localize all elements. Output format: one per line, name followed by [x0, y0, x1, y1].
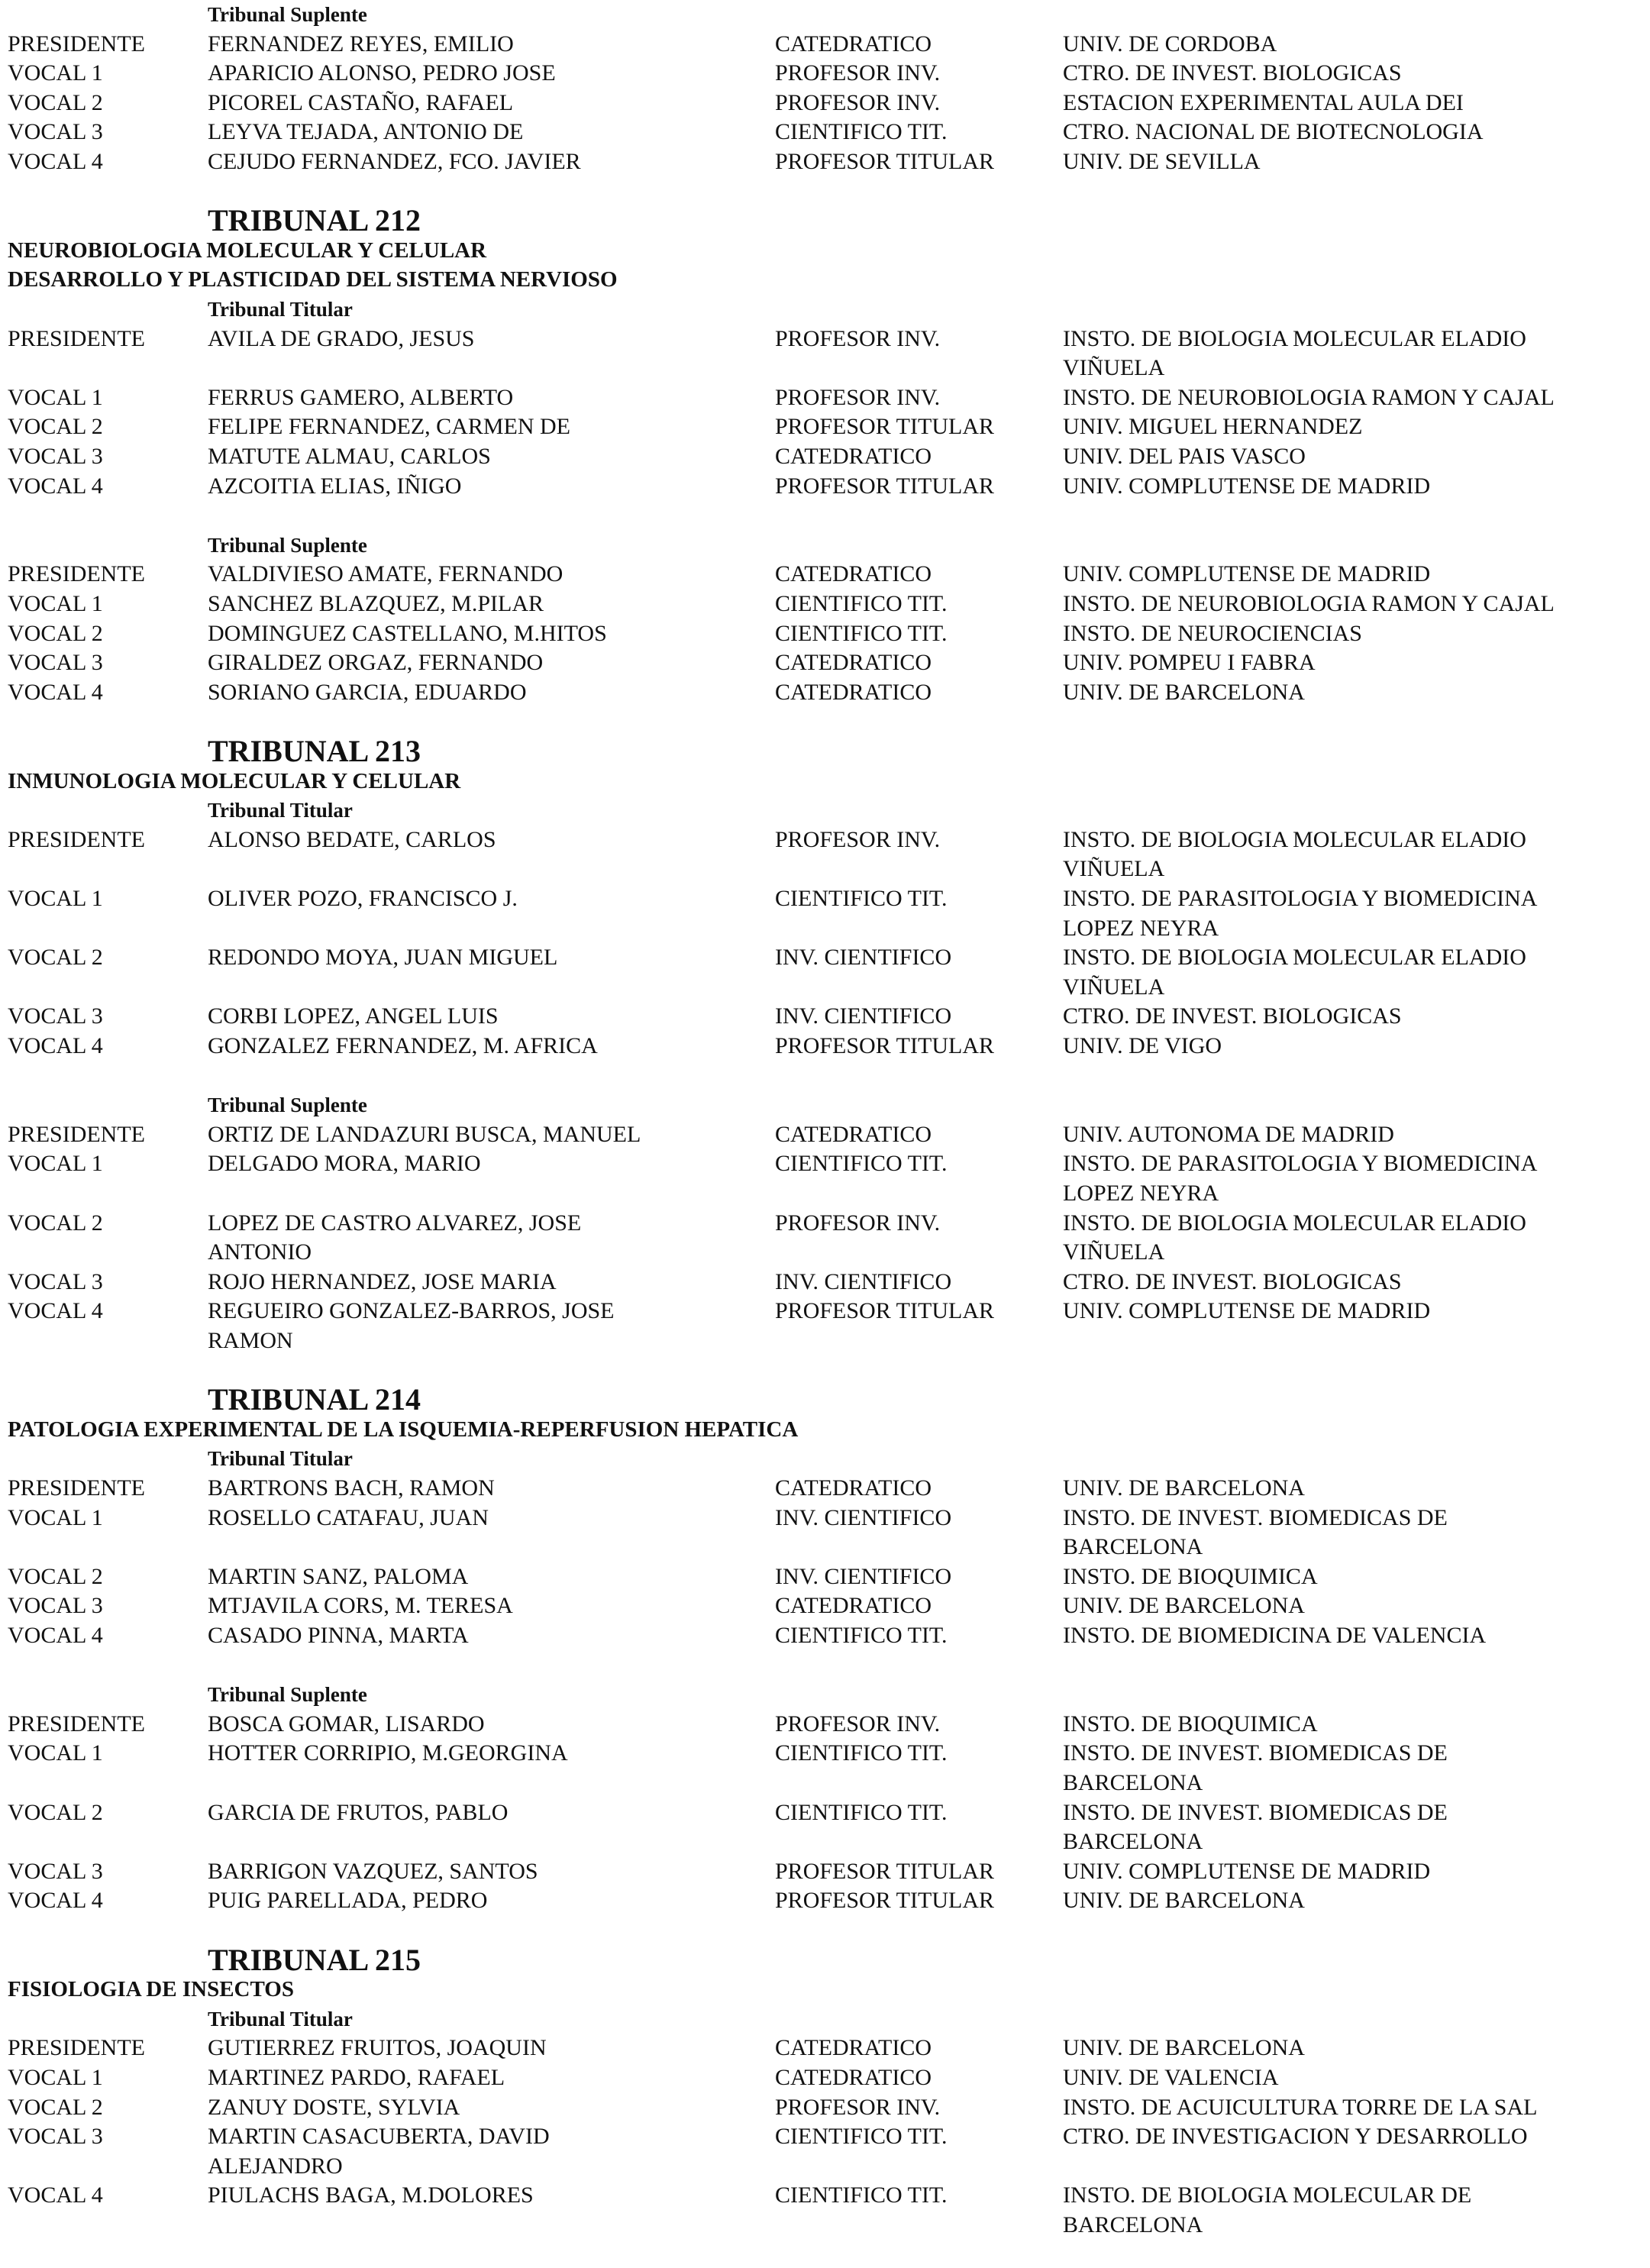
- member-name: PIULACHS BAGA, M.DOLORES: [208, 2182, 534, 2208]
- member-name: FERNANDEZ REYES, EMILIO: [208, 31, 514, 57]
- member-role: VOCAL 3: [8, 1003, 103, 1029]
- member-institution: INSTO. DE NEUROCIENCIAS: [1063, 620, 1362, 646]
- member-institution: VIÑUELA: [1063, 355, 1165, 381]
- member-role: VOCAL 1: [8, 1151, 103, 1177]
- member-name: SANCHEZ BLAZQUEZ, M.PILAR: [208, 591, 544, 616]
- member-institution: UNIV. MIGUEL HERNANDEZ: [1063, 414, 1363, 440]
- member-role: VOCAL 4: [8, 149, 103, 174]
- member-row: [0, 1591, 1650, 1620]
- member-row: [0, 2211, 1650, 2240]
- member-institution: UNIV. COMPLUTENSE DE MADRID: [1063, 473, 1431, 499]
- member-role: VOCAL 2: [8, 1563, 103, 1589]
- member-name: PUIG PARELLADA, PEDRO: [208, 1888, 488, 1914]
- member-institution: CTRO. NACIONAL DE BIOTECNOLOGIA: [1063, 119, 1484, 145]
- member-name: VALDIVIESO AMATE, FERNANDO: [208, 561, 563, 587]
- member-institution: INSTO. DE INVEST. BIOMEDICAS DE: [1063, 1740, 1448, 1766]
- tribunal-subject: NEUROBIOLOGIA MOLECULAR Y CELULAR: [8, 237, 487, 263]
- member-institution: UNIV. DE SEVILLA: [1063, 149, 1261, 174]
- member-role: VOCAL 2: [8, 1799, 103, 1825]
- member-role: PRESIDENTE: [8, 31, 145, 57]
- member-row: [0, 89, 1650, 118]
- member-institution: UNIV. COMPLUTENSE DE MADRID: [1063, 561, 1431, 587]
- tribunal-type-label: Tribunal Suplente: [208, 1094, 367, 1117]
- member-name: DELGADO MORA, MARIO: [208, 1151, 481, 1177]
- member-name: ORTIZ DE LANDAZURI BUSCA, MANUEL: [208, 1121, 641, 1147]
- member-institution: VIÑUELA: [1063, 856, 1165, 882]
- tribunal-type-label-line: [0, 796, 1650, 825]
- member-role: VOCAL 3: [8, 1268, 103, 1294]
- member-name: FERRUS GAMERO, ALBERTO: [208, 384, 514, 410]
- member-category: PROFESOR INV.: [775, 60, 941, 86]
- member-row: [0, 2152, 1650, 2181]
- member-row: [0, 1474, 1650, 1503]
- member-category: PROFESOR TITULAR: [775, 1298, 994, 1324]
- member-row: [0, 1769, 1650, 1798]
- member-name: MATUTE ALMAU, CARLOS: [208, 444, 491, 469]
- member-row: [0, 678, 1650, 707]
- member-name: CASADO PINNA, MARTA: [208, 1623, 469, 1648]
- member-role: VOCAL 2: [8, 620, 103, 646]
- tribunal-title: TRIBUNAL 214: [208, 1382, 421, 1417]
- member-category: CIENTIFICO TIT.: [775, 2182, 948, 2208]
- tribunal-subject: FISIOLOGIA DE INSECTOS: [8, 1977, 294, 2002]
- member-name: BARTRONS BACH, RAMON: [208, 1475, 495, 1501]
- tribunal-type-label: Tribunal Titular: [208, 799, 353, 822]
- member-institution: LOPEZ NEYRA: [1063, 915, 1219, 941]
- member-row: [0, 325, 1650, 354]
- member-row: [0, 2122, 1650, 2151]
- member-category: PROFESOR INV.: [775, 2094, 941, 2120]
- member-institution: UNIV. COMPLUTENSE DE MADRID: [1063, 1298, 1431, 1324]
- member-role: VOCAL 2: [8, 414, 103, 440]
- member-institution: INSTO. DE BIOLOGIA MOLECULAR ELADIO: [1063, 325, 1526, 351]
- member-row: [0, 147, 1650, 176]
- member-name: LOPEZ DE CASTRO ALVAREZ, JOSE: [208, 1210, 582, 1236]
- member-name: ROSELLO CATAFAU, JUAN: [208, 1504, 489, 1530]
- member-category: PROFESOR INV.: [775, 1711, 941, 1737]
- member-institution: INSTO. DE BIOMEDICINA DE VALENCIA: [1063, 1623, 1487, 1648]
- member-institution: ESTACION EXPERIMENTAL AULA DEI: [1063, 89, 1464, 115]
- member-row: [0, 590, 1650, 619]
- member-institution: INSTO. DE PARASITOLOGIA Y BIOMEDICINA: [1063, 1151, 1538, 1177]
- member-institution: INSTO. DE BIOQUIMICA: [1063, 1563, 1318, 1589]
- member-name: MARTINEZ PARDO, RAFAEL: [208, 2065, 505, 2090]
- tribunal-subject-line: [0, 1975, 1650, 2004]
- member-category: PROFESOR INV.: [775, 826, 941, 852]
- member-role: VOCAL 3: [8, 1593, 103, 1619]
- member-row: [0, 914, 1650, 943]
- member-role: VOCAL 4: [8, 1033, 103, 1058]
- tribunal-type-label-line: [0, 0, 1650, 29]
- member-category: CATEDRATICO: [775, 561, 932, 587]
- member-row: [0, 1149, 1650, 1178]
- member-row: [0, 1209, 1650, 1238]
- member-role: VOCAL 1: [8, 591, 103, 616]
- member-category: PROFESOR INV.: [775, 1210, 941, 1236]
- tribunal-type-label: Tribunal Suplente: [208, 3, 367, 26]
- member-row: [0, 1710, 1650, 1739]
- tribunal-title-line: [0, 203, 1650, 238]
- blank-line: [0, 1356, 1650, 1385]
- member-institution: INSTO. DE INVEST. BIOMEDICAS DE: [1063, 1504, 1448, 1530]
- tribunal-type-label-line: [0, 2005, 1650, 2034]
- member-role: VOCAL 3: [8, 1858, 103, 1884]
- tribunal-type-label-line: [0, 531, 1650, 560]
- member-institution: INSTO. DE BIOQUIMICA: [1063, 1711, 1318, 1737]
- member-name: GIRALDEZ ORGAZ, FERNANDO: [208, 650, 544, 676]
- blank-line: [0, 707, 1650, 736]
- member-name: GARCIA DE FRUTOS, PABLO: [208, 1799, 509, 1825]
- member-name: REGUEIRO GONZALEZ-BARROS, JOSE: [208, 1298, 615, 1324]
- member-row: [0, 2181, 1650, 2210]
- blank-line: [0, 177, 1650, 206]
- member-category: CIENTIFICO TIT.: [775, 591, 948, 616]
- tribunal-title: TRIBUNAL 212: [208, 203, 421, 238]
- member-role: PRESIDENTE: [8, 2035, 145, 2061]
- blank-line: [0, 1061, 1650, 1090]
- member-row: [0, 59, 1650, 88]
- member-role: PRESIDENTE: [8, 1711, 145, 1737]
- member-role: VOCAL 1: [8, 2065, 103, 2090]
- member-institution: VIÑUELA: [1063, 974, 1165, 1000]
- member-category: CIENTIFICO TIT.: [775, 1799, 948, 1825]
- member-category: PROFESOR TITULAR: [775, 1858, 994, 1884]
- tribunal-title-line: [0, 734, 1650, 768]
- tribunal-type-label: Tribunal Titular: [208, 298, 353, 321]
- member-category: CIENTIFICO TIT.: [775, 886, 948, 911]
- member-name: RAMON: [208, 1328, 293, 1353]
- member-category: CIENTIFICO TIT.: [775, 119, 948, 145]
- member-row: [0, 1268, 1650, 1297]
- tribunal-type-label: Tribunal Suplente: [208, 1683, 367, 1707]
- member-institution: INSTO. DE BIOLOGIA MOLECULAR ELADIO: [1063, 945, 1526, 971]
- member-institution: CTRO. DE INVESTIGACION Y DESARROLLO: [1063, 2124, 1528, 2150]
- member-institution: UNIV. DE BARCELONA: [1063, 1593, 1305, 1619]
- member-category: CATEDRATICO: [775, 679, 932, 705]
- member-institution: UNIV. DE VALENCIA: [1063, 2065, 1279, 2090]
- member-row: [0, 2093, 1650, 2122]
- blank-line: [0, 1916, 1650, 1945]
- member-name: AZCOITIA ELIAS, IÑIGO: [208, 473, 462, 499]
- member-category: CATEDRATICO: [775, 2065, 932, 2090]
- member-role: VOCAL 3: [8, 2124, 103, 2150]
- member-name: HOTTER CORRIPIO, M.GEORGINA: [208, 1740, 568, 1766]
- member-role: VOCAL 4: [8, 473, 103, 499]
- member-institution: UNIV. AUTONOMA DE MADRID: [1063, 1121, 1394, 1147]
- member-name: MTJAVILA CORS, M. TERESA: [208, 1593, 513, 1619]
- tribunal-type-label-line: [0, 1090, 1650, 1119]
- member-institution: BARCELONA: [1063, 1534, 1203, 1560]
- member-role: VOCAL 2: [8, 945, 103, 971]
- member-category: CATEDRATICO: [775, 444, 932, 469]
- member-name: ROJO HERNANDEZ, JOSE MARIA: [208, 1268, 557, 1294]
- member-institution: UNIV. DE BARCELONA: [1063, 1888, 1305, 1914]
- member-row: [0, 1238, 1650, 1267]
- member-name: SORIANO GARCIA, EDUARDO: [208, 679, 527, 705]
- member-institution: UNIV. DE BARCELONA: [1063, 2035, 1305, 2061]
- member-role: VOCAL 4: [8, 2182, 103, 2208]
- member-row: [0, 1886, 1650, 1915]
- member-role: VOCAL 1: [8, 384, 103, 410]
- member-row: [0, 1297, 1650, 1326]
- member-name: ALONSO BEDATE, CARLOS: [208, 826, 496, 852]
- member-row: [0, 2034, 1650, 2063]
- member-category: INV. CIENTIFICO: [775, 1003, 952, 1029]
- member-institution: INSTO. DE BIOLOGIA MOLECULAR ELADIO: [1063, 826, 1526, 852]
- member-name: PICOREL CASTAÑO, RAFAEL: [208, 89, 514, 115]
- member-category: INV. CIENTIFICO: [775, 945, 952, 971]
- member-category: CATEDRATICO: [775, 2035, 932, 2061]
- member-institution: BARCELONA: [1063, 2212, 1203, 2237]
- member-name: FELIPE FERNANDEZ, CARMEN DE: [208, 414, 571, 440]
- member-category: CIENTIFICO TIT.: [775, 620, 948, 646]
- member-role: VOCAL 1: [8, 1740, 103, 1766]
- member-role: VOCAL 3: [8, 119, 103, 145]
- member-row: [0, 2063, 1650, 2092]
- tribunal-subject-line: [0, 236, 1650, 265]
- member-name: GONZALEZ FERNANDEZ, M. AFRICA: [208, 1033, 598, 1058]
- member-role: VOCAL 3: [8, 444, 103, 469]
- member-category: INV. CIENTIFICO: [775, 1563, 952, 1589]
- member-name: AVILA DE GRADO, JESUS: [208, 325, 475, 351]
- member-institution: INSTO. DE BIOLOGIA MOLECULAR DE: [1063, 2182, 1472, 2208]
- member-role: PRESIDENTE: [8, 1475, 145, 1501]
- member-role: PRESIDENTE: [8, 1121, 145, 1147]
- member-institution: INSTO. DE NEUROBIOLOGIA RAMON Y CAJAL: [1063, 384, 1555, 410]
- member-row: [0, 648, 1650, 677]
- member-category: CATEDRATICO: [775, 1121, 932, 1147]
- member-category: PROFESOR INV.: [775, 325, 941, 351]
- member-institution: VIÑUELA: [1063, 1239, 1165, 1265]
- member-institution: BARCELONA: [1063, 1770, 1203, 1795]
- member-category: PROFESOR INV.: [775, 89, 941, 115]
- member-category: CATEDRATICO: [775, 31, 932, 57]
- tribunal-type-label: Tribunal Titular: [208, 1447, 353, 1471]
- member-category: CATEDRATICO: [775, 1475, 932, 1501]
- member-name: ANTONIO: [208, 1239, 312, 1265]
- member-category: PROFESOR TITULAR: [775, 473, 994, 499]
- member-name: REDONDO MOYA, JUAN MIGUEL: [208, 945, 558, 971]
- member-row: [0, 973, 1650, 1002]
- member-role: VOCAL 4: [8, 1623, 103, 1648]
- member-name: CORBI LOPEZ, ANGEL LUIS: [208, 1003, 499, 1029]
- member-row: [0, 30, 1650, 59]
- member-name: ZANUY DOSTE, SYLVIA: [208, 2094, 460, 2120]
- member-row: [0, 1504, 1650, 1533]
- member-category: INV. CIENTIFICO: [775, 1268, 952, 1294]
- member-institution: INSTO. DE INVEST. BIOMEDICAS DE: [1063, 1799, 1448, 1825]
- member-row: [0, 442, 1650, 471]
- member-category: INV. CIENTIFICO: [775, 1504, 952, 1530]
- tribunal-subject: PATOLOGIA EXPERIMENTAL DE LA ISQUEMIA-REPERFUSION HEPATICA: [8, 1417, 799, 1442]
- member-institution: UNIV. DEL PAIS VASCO: [1063, 444, 1306, 469]
- member-role: PRESIDENTE: [8, 325, 145, 351]
- member-role: VOCAL 2: [8, 2094, 103, 2120]
- member-category: CIENTIFICO TIT.: [775, 2124, 948, 2150]
- member-row: [0, 619, 1650, 648]
- member-row: [0, 1120, 1650, 1149]
- member-name: LEYVA TEJADA, ANTONIO DE: [208, 119, 524, 145]
- member-role: PRESIDENTE: [8, 826, 145, 852]
- member-category: CIENTIFICO TIT.: [775, 1740, 948, 1766]
- member-institution: LOPEZ NEYRA: [1063, 1181, 1219, 1206]
- member-institution: CTRO. DE INVEST. BIOLOGICAS: [1063, 1003, 1402, 1029]
- member-row: [0, 412, 1650, 441]
- tribunal-subject: INMUNOLOGIA MOLECULAR Y CELULAR: [8, 768, 461, 793]
- member-category: PROFESOR TITULAR: [775, 1033, 994, 1058]
- tribunal-title: TRIBUNAL 213: [208, 734, 421, 768]
- member-name: BARRIGON VAZQUEZ, SANTOS: [208, 1858, 538, 1884]
- member-role: VOCAL 2: [8, 1210, 103, 1236]
- member-role: VOCAL 1: [8, 60, 103, 86]
- member-name: OLIVER POZO, FRANCISCO J.: [208, 886, 518, 911]
- member-role: VOCAL 2: [8, 89, 103, 115]
- member-institution: BARCELONA: [1063, 1829, 1203, 1855]
- member-category: PROFESOR INV.: [775, 384, 941, 410]
- member-institution: UNIV. DE BARCELONA: [1063, 679, 1305, 705]
- member-row: [0, 560, 1650, 589]
- member-role: VOCAL 1: [8, 886, 103, 911]
- tribunal-subject: DESARROLLO Y PLASTICIDAD DEL SISTEMA NERVIOSO: [8, 267, 618, 292]
- tribunal-type-label-line: [0, 295, 1650, 324]
- member-row: [0, 825, 1650, 855]
- member-institution: UNIV. DE CORDOBA: [1063, 31, 1277, 57]
- member-row: [0, 943, 1650, 972]
- member-row: [0, 1533, 1650, 1562]
- tribunal-subject-line: [0, 1415, 1650, 1444]
- tribunal-type-label-line: [0, 1444, 1650, 1473]
- member-category: CATEDRATICO: [775, 1593, 932, 1619]
- member-category: CATEDRATICO: [775, 650, 932, 676]
- member-institution: INSTO. DE NEUROBIOLOGIA RAMON Y CAJAL: [1063, 591, 1555, 616]
- tribunal-type-label: Tribunal Suplente: [208, 533, 367, 557]
- member-row: [0, 472, 1650, 501]
- member-row: [0, 118, 1650, 147]
- member-role: PRESIDENTE: [8, 561, 145, 587]
- member-role: VOCAL 4: [8, 679, 103, 705]
- member-name: GUTIERREZ FRUITOS, JOAQUIN: [208, 2035, 547, 2061]
- member-row: [0, 884, 1650, 913]
- member-row: [0, 1857, 1650, 1886]
- member-row: [0, 1562, 1650, 1591]
- blank-line: [0, 501, 1650, 530]
- member-category: CIENTIFICO TIT.: [775, 1151, 948, 1177]
- member-institution: CTRO. DE INVEST. BIOLOGICAS: [1063, 60, 1402, 86]
- member-name: MARTIN CASACUBERTA, DAVID: [208, 2124, 550, 2150]
- member-row: [0, 1179, 1650, 1208]
- member-category: CIENTIFICO TIT.: [775, 1623, 948, 1648]
- member-row: [0, 1827, 1650, 1856]
- member-row: [0, 1621, 1650, 1650]
- member-row: [0, 354, 1650, 383]
- member-row: [0, 1326, 1650, 1355]
- member-institution: UNIV. DE BARCELONA: [1063, 1475, 1305, 1501]
- member-category: PROFESOR TITULAR: [775, 1888, 994, 1914]
- member-category: PROFESOR TITULAR: [775, 414, 994, 440]
- blank-line: [0, 1651, 1650, 1680]
- member-role: VOCAL 3: [8, 650, 103, 676]
- member-institution: CTRO. DE INVEST. BIOLOGICAS: [1063, 1268, 1402, 1294]
- member-category: PROFESOR TITULAR: [775, 149, 994, 174]
- member-row: [0, 855, 1650, 884]
- tribunal-title: TRIBUNAL 215: [208, 1942, 421, 1977]
- member-row: [0, 1739, 1650, 1768]
- member-institution: INSTO. DE PARASITOLOGIA Y BIOMEDICINA: [1063, 886, 1538, 911]
- tribunal-type-label: Tribunal Titular: [208, 2007, 353, 2031]
- member-row: [0, 1002, 1650, 1031]
- member-institution: UNIV. COMPLUTENSE DE MADRID: [1063, 1858, 1431, 1884]
- member-institution: INSTO. DE BIOLOGIA MOLECULAR ELADIO: [1063, 1210, 1526, 1236]
- member-role: VOCAL 4: [8, 1888, 103, 1914]
- tribunal-title-line: [0, 1942, 1650, 1977]
- member-institution: UNIV. POMPEU I FABRA: [1063, 650, 1316, 676]
- member-institution: INSTO. DE ACUICULTURA TORRE DE LA SAL: [1063, 2094, 1538, 2120]
- member-name: MARTIN SANZ, PALOMA: [208, 1563, 469, 1589]
- member-name: APARICIO ALONSO, PEDRO JOSE: [208, 60, 556, 86]
- tribunal-type-label-line: [0, 1680, 1650, 1709]
- member-institution: UNIV. DE VIGO: [1063, 1033, 1222, 1058]
- member-row: [0, 1032, 1650, 1061]
- tribunal-subject-line: [0, 265, 1650, 294]
- member-name: BOSCA GOMAR, LISARDO: [208, 1711, 485, 1737]
- member-name: ALEJANDRO: [208, 2153, 343, 2179]
- member-role: VOCAL 4: [8, 1298, 103, 1324]
- member-row: [0, 383, 1650, 412]
- member-name: DOMINGUEZ CASTELLANO, M.HITOS: [208, 620, 607, 646]
- member-role: VOCAL 1: [8, 1504, 103, 1530]
- member-name: CEJUDO FERNANDEZ, FCO. JAVIER: [208, 149, 581, 174]
- tribunal-title-line: [0, 1382, 1650, 1417]
- tribunal-subject-line: [0, 767, 1650, 796]
- member-row: [0, 1798, 1650, 1827]
